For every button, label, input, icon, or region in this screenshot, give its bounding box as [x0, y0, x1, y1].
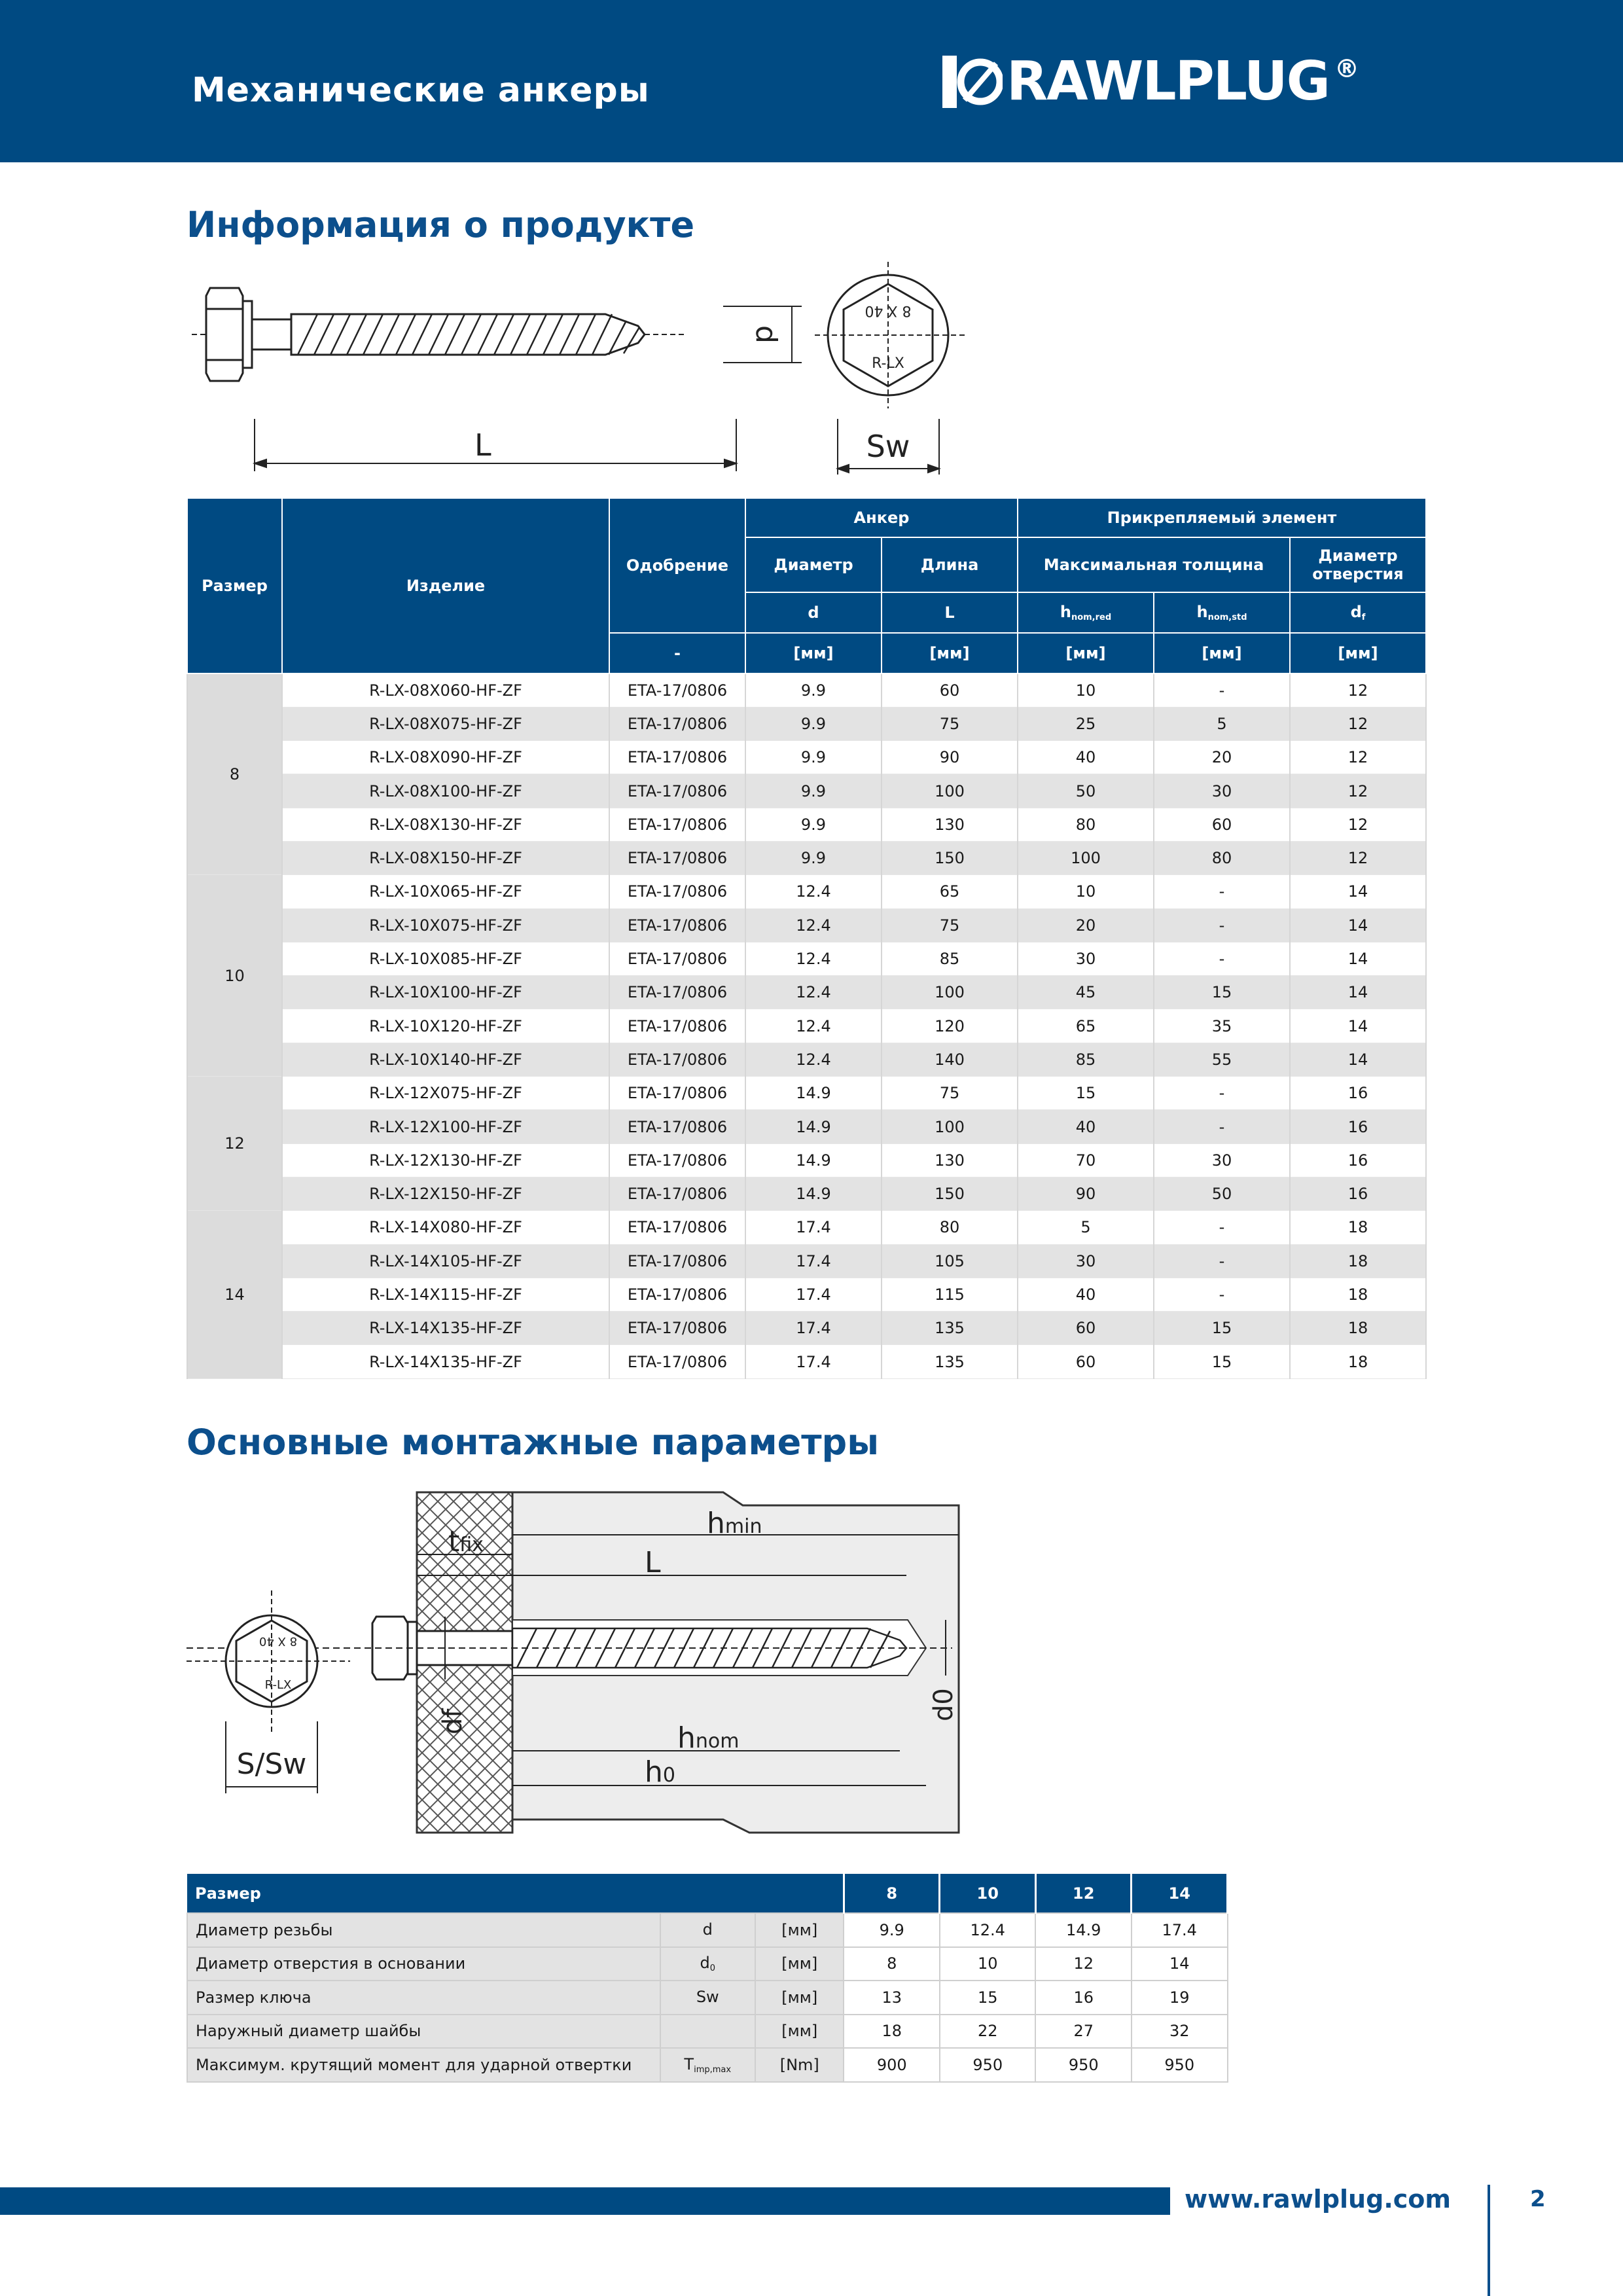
- length-cell: 75: [882, 707, 1018, 740]
- hole-diameter-cell: 12: [1290, 707, 1426, 740]
- param-header-size-12: 12: [1035, 1874, 1132, 1913]
- approval-cell: ETA-17/0806: [609, 841, 745, 874]
- approval-cell: ETA-17/0806: [609, 908, 745, 942]
- table-row: [187, 1312, 1426, 1345]
- length-cell: 75: [882, 1077, 1018, 1110]
- param-value: 12.4: [940, 1913, 1036, 1947]
- hole-diameter-cell: 16: [1290, 1143, 1426, 1177]
- param-row: [187, 2048, 1228, 2082]
- table-row: [187, 1143, 1426, 1177]
- diameter-cell: 17.4: [745, 1345, 882, 1378]
- diameter-cell: 9.9: [745, 707, 882, 740]
- diameter-cell: 12.4: [745, 976, 882, 1009]
- col-symbol-d: d: [745, 592, 882, 633]
- length-cell: 100: [882, 976, 1018, 1009]
- approval-cell: ETA-17/0806: [609, 707, 745, 740]
- param-value: 19: [1132, 1981, 1228, 2015]
- hnomred-cell: 60: [1018, 1345, 1154, 1378]
- hnomstd-cell: -: [1154, 1278, 1290, 1311]
- diameter-cell: 12.4: [745, 908, 882, 942]
- approval-cell: ETA-17/0806: [609, 1143, 745, 1177]
- length-cell: 65: [882, 875, 1018, 908]
- hnomstd-cell: 50: [1154, 1177, 1290, 1210]
- param-value: 27: [1035, 2015, 1132, 2049]
- hole-diameter-cell: 12: [1290, 808, 1426, 841]
- diameter-cell: 17.4: [745, 1278, 882, 1311]
- col-header-approval: Одобрение: [609, 498, 745, 633]
- approval-cell: ETA-17/0806: [609, 741, 745, 774]
- hnomred-cell: 50: [1018, 774, 1154, 808]
- logo-mark-icon: [942, 54, 1003, 109]
- product-code-cell: R-LX-12X130-HF-ZF: [282, 1143, 609, 1177]
- anchor-head-icon: [192, 288, 252, 381]
- hnomstd-cell: 15: [1154, 1312, 1290, 1345]
- hnomstd-cell: 15: [1154, 1345, 1290, 1378]
- param-value: 12: [1035, 1947, 1132, 1981]
- section-title-install-params: Основные монтажные параметры: [187, 1422, 880, 1463]
- approval-cell: ETA-17/0806: [609, 673, 745, 707]
- hnomred-cell: 60: [1018, 1312, 1154, 1345]
- hnomred-cell: 30: [1018, 1244, 1154, 1278]
- dim-L-label: L: [474, 427, 491, 463]
- table-row: [187, 808, 1426, 841]
- dim-hmin-label: hmin: [707, 1507, 762, 1540]
- param-row: [187, 1913, 1228, 1947]
- diameter-cell: 12.4: [745, 942, 882, 975]
- product-code-cell: R-LX-08X130-HF-ZF: [282, 808, 609, 841]
- hnomred-cell: 20: [1018, 908, 1154, 942]
- dim-hnom-label: hnom: [677, 1721, 740, 1755]
- dim-Sw-label: Sw: [866, 429, 910, 464]
- length-cell: 130: [882, 1143, 1018, 1177]
- head-marking-model: R-LX: [872, 355, 904, 372]
- install-param-body: [187, 1913, 1228, 2082]
- col-symbol-L: L: [882, 592, 1018, 633]
- approval-cell: ETA-17/0806: [609, 1278, 745, 1311]
- table-row: [187, 774, 1426, 808]
- diameter-cell: 17.4: [745, 1244, 882, 1278]
- param-header-size-14: 14: [1132, 1874, 1228, 1913]
- length-cell: 60: [882, 673, 1018, 707]
- hnomstd-cell: -: [1154, 1077, 1290, 1110]
- hnomred-cell: 40: [1018, 1278, 1154, 1311]
- approval-cell: ETA-17/0806: [609, 942, 745, 975]
- length-cell: 150: [882, 1177, 1018, 1210]
- approval-cell: ETA-17/0806: [609, 875, 745, 908]
- length-cell: 100: [882, 1110, 1018, 1143]
- param-label: Размер ключа: [187, 1981, 660, 2015]
- col-header-product: Изделие: [282, 498, 609, 673]
- header-title: Механические анкеры: [192, 71, 650, 110]
- hnomstd-cell: 5: [1154, 707, 1290, 740]
- col-header-fixture: Прикрепляемый элемент: [1018, 498, 1426, 537]
- length-cell: 75: [882, 908, 1018, 942]
- length-cell: 135: [882, 1312, 1018, 1345]
- approval-cell: ETA-17/0806: [609, 1211, 745, 1244]
- diameter-cell: 9.9: [745, 841, 882, 874]
- col-header-max-thickness: Максимальная толщина: [1018, 537, 1290, 592]
- table-row: [187, 1043, 1426, 1076]
- col-unit-mm: [мм]: [882, 633, 1018, 673]
- product-code-cell: R-LX-08X060-HF-ZF: [282, 673, 609, 707]
- param-value: 950: [940, 2048, 1036, 2082]
- product-code-cell: R-LX-08X075-HF-ZF: [282, 707, 609, 740]
- head-marking-size: 8 X 40: [865, 302, 912, 319]
- header-band: [0, 0, 1623, 162]
- diameter-cell: 9.9: [745, 741, 882, 774]
- hnomstd-cell: -: [1154, 673, 1290, 707]
- hnomstd-cell: -: [1154, 942, 1290, 975]
- table-row: [187, 1077, 1426, 1110]
- hole-diameter-cell: 18: [1290, 1345, 1426, 1378]
- param-value: 15: [940, 1981, 1036, 2015]
- hnomstd-cell: 30: [1154, 1143, 1290, 1177]
- footer-divider: [1488, 2185, 1490, 2296]
- hole-diameter-cell: 18: [1290, 1312, 1426, 1345]
- product-code-cell: R-LX-14X135-HF-ZF: [282, 1345, 609, 1378]
- approval-cell: ETA-17/0806: [609, 1110, 745, 1143]
- param-value: 18: [844, 2015, 940, 2049]
- param-value: 950: [1132, 2048, 1228, 2082]
- param-value: 8: [844, 1947, 940, 1981]
- length-cell: 105: [882, 1244, 1018, 1278]
- diameter-cell: 12.4: [745, 1009, 882, 1043]
- table-row: [187, 673, 1426, 707]
- footer-bar: [0, 2187, 1170, 2215]
- diameter-cell: 17.4: [745, 1211, 882, 1244]
- hnomstd-cell: -: [1154, 1211, 1290, 1244]
- diameter-cell: 12.4: [745, 875, 882, 908]
- hnomred-cell: 40: [1018, 1110, 1154, 1143]
- dim-SSw-label: S/Sw: [236, 1748, 307, 1781]
- product-code-cell: R-LX-10X120-HF-ZF: [282, 1009, 609, 1043]
- param-value: 13: [844, 1981, 940, 2015]
- hnomstd-cell: 15: [1154, 976, 1290, 1009]
- hole-diameter-cell: 18: [1290, 1211, 1426, 1244]
- product-code-cell: R-LX-12X100-HF-ZF: [282, 1110, 609, 1143]
- table-row: [187, 1244, 1426, 1278]
- product-code-cell: R-LX-14X115-HF-ZF: [282, 1278, 609, 1311]
- hole-diameter-cell: 12: [1290, 741, 1426, 774]
- hnomred-cell: 85: [1018, 1043, 1154, 1076]
- table-row: [187, 976, 1426, 1009]
- hnomstd-cell: 35: [1154, 1009, 1290, 1043]
- product-code-cell: R-LX-10X075-HF-ZF: [282, 908, 609, 942]
- product-code-cell: R-LX-10X100-HF-ZF: [282, 976, 609, 1009]
- col-header-size: Размер: [187, 498, 282, 673]
- hole-diameter-cell: 12: [1290, 673, 1426, 707]
- param-value: 14.9: [1035, 1913, 1132, 1947]
- param-value: 950: [1035, 2048, 1132, 2082]
- col-unit-mm: [мм]: [745, 633, 882, 673]
- param-value: 9.9: [844, 1913, 940, 1947]
- dim-d0-label: d0: [929, 1688, 959, 1721]
- col-header-hole-diameter: Диаметр отверстия: [1290, 537, 1426, 592]
- hnomred-cell: 40: [1018, 741, 1154, 774]
- hnomred-cell: 15: [1018, 1077, 1154, 1110]
- hnomstd-cell: -: [1154, 875, 1290, 908]
- hnomred-cell: 25: [1018, 707, 1154, 740]
- param-unit: [мм]: [755, 1913, 844, 1947]
- hnomstd-cell: 20: [1154, 741, 1290, 774]
- hnomred-cell: 70: [1018, 1143, 1154, 1177]
- product-code-cell: R-LX-14X080-HF-ZF: [282, 1211, 609, 1244]
- product-code-cell: R-LX-12X075-HF-ZF: [282, 1077, 609, 1110]
- approval-cell: ETA-17/0806: [609, 1009, 745, 1043]
- table-row: [187, 942, 1426, 975]
- param-unit: [мм]: [755, 1981, 844, 2015]
- hole-diameter-cell: 14: [1290, 1009, 1426, 1043]
- hnomred-cell: 90: [1018, 1177, 1154, 1210]
- hole-diameter-cell: 16: [1290, 1077, 1426, 1110]
- param-value: 900: [844, 2048, 940, 2082]
- product-code-cell: R-LX-08X100-HF-ZF: [282, 774, 609, 808]
- col-header-anchor: Анкер: [745, 498, 1018, 537]
- hnomstd-cell: 60: [1154, 808, 1290, 841]
- approval-cell: ETA-17/0806: [609, 1077, 745, 1110]
- registered-mark: ®: [1334, 54, 1359, 83]
- param-row: [187, 2015, 1228, 2049]
- col-symbol-hnomred: $h_{nom,red}$: [1018, 592, 1154, 633]
- hnomred-cell: 10: [1018, 875, 1154, 908]
- col-unit-approval: -: [609, 633, 745, 673]
- hnomred-cell: 80: [1018, 808, 1154, 841]
- param-row: [187, 1947, 1228, 1981]
- col-symbol-df: $d_f$: [1290, 592, 1426, 633]
- table-row: [187, 741, 1426, 774]
- hole-diameter-cell: 12: [1290, 774, 1426, 808]
- head-marking-model: R-LX: [264, 1678, 292, 1692]
- product-code-cell: R-LX-08X150-HF-ZF: [282, 841, 609, 874]
- anchor-head-top-view-icon: [815, 262, 965, 408]
- length-cell: 135: [882, 1345, 1018, 1378]
- hole-diameter-cell: 14: [1290, 875, 1426, 908]
- approval-cell: ETA-17/0806: [609, 1177, 745, 1210]
- product-code-cell: R-LX-10X065-HF-ZF: [282, 875, 609, 908]
- product-code-cell: R-LX-14X105-HF-ZF: [282, 1244, 609, 1278]
- length-cell: 150: [882, 841, 1018, 874]
- param-value: 22: [940, 2015, 1036, 2049]
- approval-cell: ETA-17/0806: [609, 808, 745, 841]
- param-header-size-10: 10: [940, 1874, 1036, 1913]
- param-unit: [мм]: [755, 2015, 844, 2049]
- diameter-cell: 14.9: [745, 1110, 882, 1143]
- param-symbol: d: [660, 1913, 756, 1947]
- logo-text: RAWLPLUG: [1007, 50, 1329, 113]
- hnomstd-cell: 80: [1154, 841, 1290, 874]
- product-code-cell: R-LX-08X090-HF-ZF: [282, 741, 609, 774]
- product-table: [187, 497, 1427, 1379]
- table-row: [187, 841, 1426, 874]
- hole-diameter-cell: 14: [1290, 942, 1426, 975]
- hnomred-cell: 65: [1018, 1009, 1154, 1043]
- table-row: [187, 1110, 1426, 1143]
- param-symbol: Sw: [660, 1981, 756, 2015]
- hnomstd-cell: -: [1154, 908, 1290, 942]
- product-table-body: [187, 673, 1426, 1378]
- brand-logo[interactable]: [942, 52, 1359, 111]
- table-row: [187, 908, 1426, 942]
- footer-url-link[interactable]: www.rawlplug.com: [1185, 2185, 1451, 2214]
- param-header-size: Размер: [187, 1874, 844, 1913]
- table-row: [187, 1211, 1426, 1244]
- param-label: Максимум. крутящий момент для ударной отвертки: [187, 2048, 660, 2082]
- hole-diameter-cell: 16: [1290, 1177, 1426, 1210]
- hole-diameter-cell: 14: [1290, 1043, 1426, 1076]
- hole-diameter-cell: 14: [1290, 976, 1426, 1009]
- diameter-cell: 12.4: [745, 1043, 882, 1076]
- size-group-cell: 14: [187, 1211, 282, 1378]
- length-cell: 85: [882, 942, 1018, 975]
- table-row: [187, 875, 1426, 908]
- table-row: [187, 1278, 1426, 1311]
- product-code-cell: R-LX-10X140-HF-ZF: [282, 1043, 609, 1076]
- length-cell: 115: [882, 1278, 1018, 1311]
- param-label: Диаметр резьбы: [187, 1913, 660, 1947]
- param-value: 32: [1132, 2015, 1228, 2049]
- diameter-cell: 9.9: [745, 808, 882, 841]
- param-label: Наружный диаметр шайбы: [187, 2015, 660, 2049]
- size-group-cell: 8: [187, 673, 282, 875]
- approval-cell: ETA-17/0806: [609, 1043, 745, 1076]
- length-cell: 100: [882, 774, 1018, 808]
- param-value: 16: [1035, 1981, 1132, 2015]
- diameter-cell: 14.9: [745, 1177, 882, 1210]
- head-marking-size: 8 X 40: [259, 1634, 298, 1648]
- hnomred-cell: 100: [1018, 841, 1154, 874]
- approval-cell: ETA-17/0806: [609, 976, 745, 1009]
- approval-cell: ETA-17/0806: [609, 1345, 745, 1378]
- col-unit-mm: [мм]: [1018, 633, 1154, 673]
- param-value: 14: [1132, 1947, 1228, 1981]
- hole-diameter-cell: 16: [1290, 1110, 1426, 1143]
- param-unit: [Nm]: [755, 2048, 844, 2082]
- param-symbol: [660, 2015, 756, 2049]
- diameter-cell: 17.4: [745, 1312, 882, 1345]
- length-cell: 120: [882, 1009, 1018, 1043]
- col-symbol-hnomstd: $h_{nom,std}$: [1154, 592, 1290, 633]
- hole-diameter-cell: 12: [1290, 841, 1426, 874]
- install-param-table: [187, 1874, 1228, 2083]
- hnomstd-cell: 30: [1154, 774, 1290, 808]
- hnomstd-cell: 55: [1154, 1043, 1290, 1076]
- dim-d-label: d: [749, 325, 783, 344]
- diameter-cell: 9.9: [745, 774, 882, 808]
- hnomred-cell: 10: [1018, 673, 1154, 707]
- anchor-drawing: [187, 262, 972, 484]
- param-row: [187, 1981, 1228, 2015]
- length-cell: 80: [882, 1211, 1018, 1244]
- param-label: Диаметр отверстия в основании: [187, 1947, 660, 1981]
- hnomstd-cell: -: [1154, 1110, 1290, 1143]
- hole-diameter-cell: 14: [1290, 908, 1426, 942]
- approval-cell: ETA-17/0806: [609, 774, 745, 808]
- hnomred-cell: 30: [1018, 942, 1154, 975]
- param-value: 10: [940, 1947, 1036, 1981]
- hole-diameter-cell: 18: [1290, 1244, 1426, 1278]
- hole-diameter-cell: 18: [1290, 1278, 1426, 1311]
- length-cell: 140: [882, 1043, 1018, 1076]
- col-unit-mm: [мм]: [1290, 633, 1426, 673]
- col-unit-mm: [мм]: [1154, 633, 1290, 673]
- approval-cell: ETA-17/0806: [609, 1312, 745, 1345]
- param-symbol: $d_0$: [660, 1947, 756, 1981]
- table-row: [187, 1345, 1426, 1378]
- param-symbol: $T_{imp,max}$: [660, 2048, 756, 2082]
- hnomred-cell: 5: [1018, 1211, 1154, 1244]
- diameter-cell: 9.9: [745, 673, 882, 707]
- diameter-cell: 14.9: [745, 1077, 882, 1110]
- size-group-cell: 12: [187, 1077, 282, 1211]
- length-cell: 90: [882, 741, 1018, 774]
- product-code-cell: R-LX-10X085-HF-ZF: [282, 942, 609, 975]
- col-header-length: Длина: [882, 537, 1018, 592]
- dim-tfix-label: tfix: [448, 1525, 484, 1558]
- table-row: [187, 1177, 1426, 1210]
- approval-cell: ETA-17/0806: [609, 1244, 745, 1278]
- table-row: [187, 1009, 1426, 1043]
- section-title-product-info: Информация о продукте: [187, 204, 695, 245]
- dim-h0-label: h0: [645, 1755, 675, 1789]
- hnomred-cell: 45: [1018, 976, 1154, 1009]
- table-row: [187, 707, 1426, 740]
- hnomstd-cell: -: [1154, 1244, 1290, 1278]
- product-code-cell: R-LX-14X135-HF-ZF: [282, 1312, 609, 1345]
- dim-L-label: L: [645, 1546, 661, 1579]
- param-value: 17.4: [1132, 1913, 1228, 1947]
- installation-drawing: [187, 1486, 972, 1839]
- size-group-cell: 10: [187, 875, 282, 1077]
- param-unit: [мм]: [755, 1947, 844, 1981]
- page-number: 2: [1530, 2186, 1546, 2212]
- col-header-diameter: Диаметр: [745, 537, 882, 592]
- length-cell: 130: [882, 808, 1018, 841]
- diameter-cell: 14.9: [745, 1143, 882, 1177]
- param-header-size-8: 8: [844, 1874, 940, 1913]
- anchor-thread-icon: [252, 314, 684, 355]
- product-code-cell: R-LX-12X150-HF-ZF: [282, 1177, 609, 1210]
- dim-df-label: df: [438, 1708, 468, 1734]
